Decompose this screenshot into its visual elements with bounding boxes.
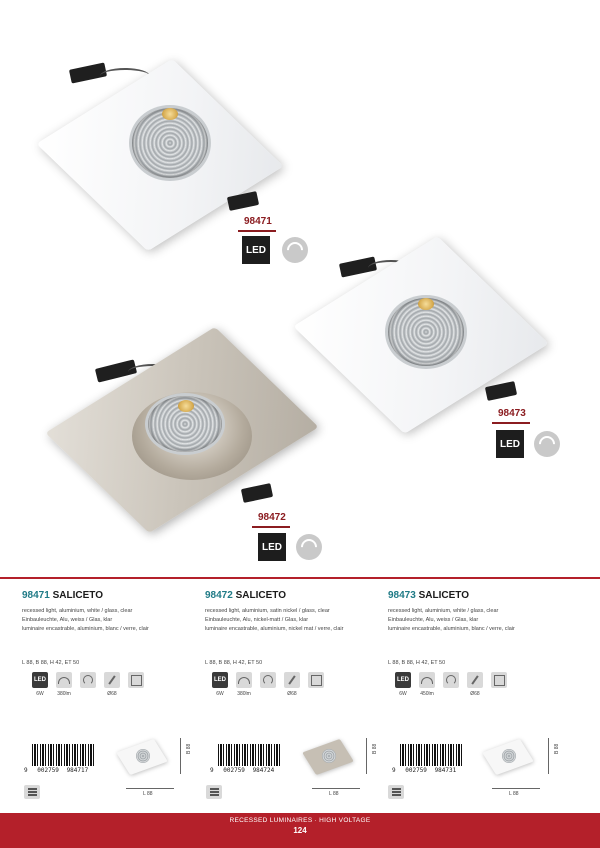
barcode-group-2: 984731 (434, 767, 457, 774)
barcode-group-2: 984717 (66, 767, 89, 774)
page-number: 124 (293, 826, 307, 835)
spec-icons (212, 672, 324, 688)
product-title (22, 590, 192, 601)
cutout-icon (284, 672, 300, 688)
product-photo-98473 (300, 240, 560, 430)
product-code: 98471 (22, 590, 50, 601)
barcode-number (210, 767, 274, 774)
barcode-number (392, 767, 456, 774)
dimension-line-horizontal (126, 788, 174, 789)
dimension-label-vertical: B 88 (554, 743, 560, 754)
desc-en: recessed light, aluminium, white / glass, clear (22, 608, 133, 614)
product-name: SALICETO (52, 590, 103, 601)
code-underline (492, 422, 530, 424)
lumen-icon (236, 672, 252, 688)
installation-icon (206, 785, 222, 799)
product-photo-98472 (50, 350, 320, 520)
dimension-label-horizontal: L 88 (509, 791, 519, 797)
spring-clip (485, 381, 517, 401)
dimmable-icon (534, 431, 560, 457)
product-description (388, 607, 558, 634)
desc-fr: luminaire encastrable, aluminium, blanc / verre, clair (388, 626, 515, 632)
desc-de: Einbauleuchte, Alu, weiss / Glas, klar (388, 617, 479, 623)
thumbnail-reflector (322, 749, 336, 763)
product-code-label: 98473 (498, 408, 526, 419)
icon-label (80, 691, 96, 697)
led-badge: LED (258, 533, 286, 561)
product-name: SALICETO (235, 590, 286, 601)
product-code: 98473 (388, 590, 416, 601)
led-badge: LED (242, 236, 270, 264)
dimmable-icon (296, 534, 322, 560)
frame-icon (491, 672, 507, 688)
dimmable-icon (443, 672, 459, 688)
product-description (22, 607, 192, 634)
cutout: Ø68 (107, 691, 117, 697)
spring-clip (241, 483, 273, 503)
barcode-group-2: 984724 (252, 767, 275, 774)
led-badge: LED (496, 430, 524, 458)
barcode-group-1: 002759 (37, 767, 59, 774)
dimension-label-horizontal: L 88 (329, 791, 339, 797)
led-chip (418, 298, 434, 310)
code-underline (252, 526, 290, 528)
led-icon: LED (32, 672, 48, 688)
dimensions-text: L 88, B 88, H 42, ET 50 (22, 660, 80, 666)
barcode-group-1: 002759 (223, 767, 245, 774)
product-description (205, 607, 375, 634)
product-title (388, 590, 558, 601)
led-chip (178, 400, 194, 412)
icon-label (308, 691, 324, 697)
desc-fr: luminaire encastrable, aluminium, blanc / verre, clair (22, 626, 149, 632)
dimension-label-vertical: B 88 (372, 743, 378, 754)
cutout: Ø68 (470, 691, 480, 697)
frame-icon (128, 672, 144, 688)
product-code: 98472 (205, 590, 233, 601)
section-divider (0, 577, 600, 579)
dimension-line-vertical (548, 738, 549, 774)
desc-en: recessed light, aluminium, satin nickel / glass, clear (205, 608, 330, 614)
product-title (205, 590, 375, 601)
dimension-line-horizontal (492, 788, 540, 789)
barcode-prefix: 9 (24, 767, 28, 774)
cutout-icon (104, 672, 120, 688)
barcode-prefix: 9 (392, 767, 396, 774)
dimension-line-vertical (366, 738, 367, 774)
icon-label (128, 691, 144, 697)
dimension-label-horizontal: L 88 (143, 791, 153, 797)
wattage: 6W (399, 691, 407, 697)
barcode (218, 744, 282, 766)
desc-en: recessed light, aluminium, white / glass, clear (388, 608, 499, 614)
thumbnail-reflector (136, 749, 150, 763)
dimension-line-horizontal (312, 788, 360, 789)
product-code-label: 98472 (258, 512, 286, 523)
product-info-98473 (388, 590, 558, 634)
barcode (400, 744, 464, 766)
footer-category: RECESSED LUMINAIRES · HIGH VOLTAGE (229, 817, 371, 824)
lumen: 450lm (420, 691, 434, 697)
product-code-label: 98471 (244, 216, 272, 227)
lumen-icon (419, 672, 435, 688)
thumbnail-reflector (502, 749, 516, 763)
spec-icons (32, 672, 144, 688)
cutout: Ø68 (287, 691, 297, 697)
icon-label (443, 691, 459, 697)
led-chip (162, 108, 178, 120)
code-underline (238, 230, 276, 232)
led-icon: LED (212, 672, 228, 688)
lumen-icon (56, 672, 72, 688)
installation-icon (24, 785, 40, 799)
lumen: 380lm (237, 691, 251, 697)
barcode-number (24, 767, 88, 774)
spec-icon-labels (212, 691, 324, 697)
dimmable-icon (80, 672, 96, 688)
dimensions-text: L 88, B 88, H 42, ET 50 (388, 660, 446, 666)
spec-icons (395, 672, 507, 688)
wattage: 6W (216, 691, 224, 697)
page-footer (0, 813, 600, 848)
barcode-prefix: 9 (210, 767, 214, 774)
spec-icon-labels (32, 691, 144, 697)
product-name: SALICETO (418, 590, 469, 601)
barcode-group-1: 002759 (405, 767, 427, 774)
installation-icon (388, 785, 404, 799)
product-info-98471 (22, 590, 192, 634)
dimension-label-vertical: B 88 (186, 743, 192, 754)
spec-icon-labels (395, 691, 507, 697)
desc-de: Einbauleuchte, Alu, nickel-matt / Glas, klar (205, 617, 309, 623)
led-icon: LED (395, 672, 411, 688)
dimmable-icon (260, 672, 276, 688)
dimension-line-vertical (180, 738, 181, 774)
dimensions-text: L 88, B 88, H 42, ET 50 (205, 660, 263, 666)
icon-label (491, 691, 507, 697)
barcode (32, 744, 96, 766)
lumen: 380lm (57, 691, 71, 697)
product-info-98472 (205, 590, 375, 634)
frame-icon (308, 672, 324, 688)
wattage: 6W (36, 691, 44, 697)
desc-de: Einbauleuchte, Alu, weiss / Glas, klar (22, 617, 113, 623)
icon-label (260, 691, 276, 697)
desc-fr: luminaire encastrable, aluminium, nickel mat / verre, clair (205, 626, 344, 632)
cutout-icon (467, 672, 483, 688)
